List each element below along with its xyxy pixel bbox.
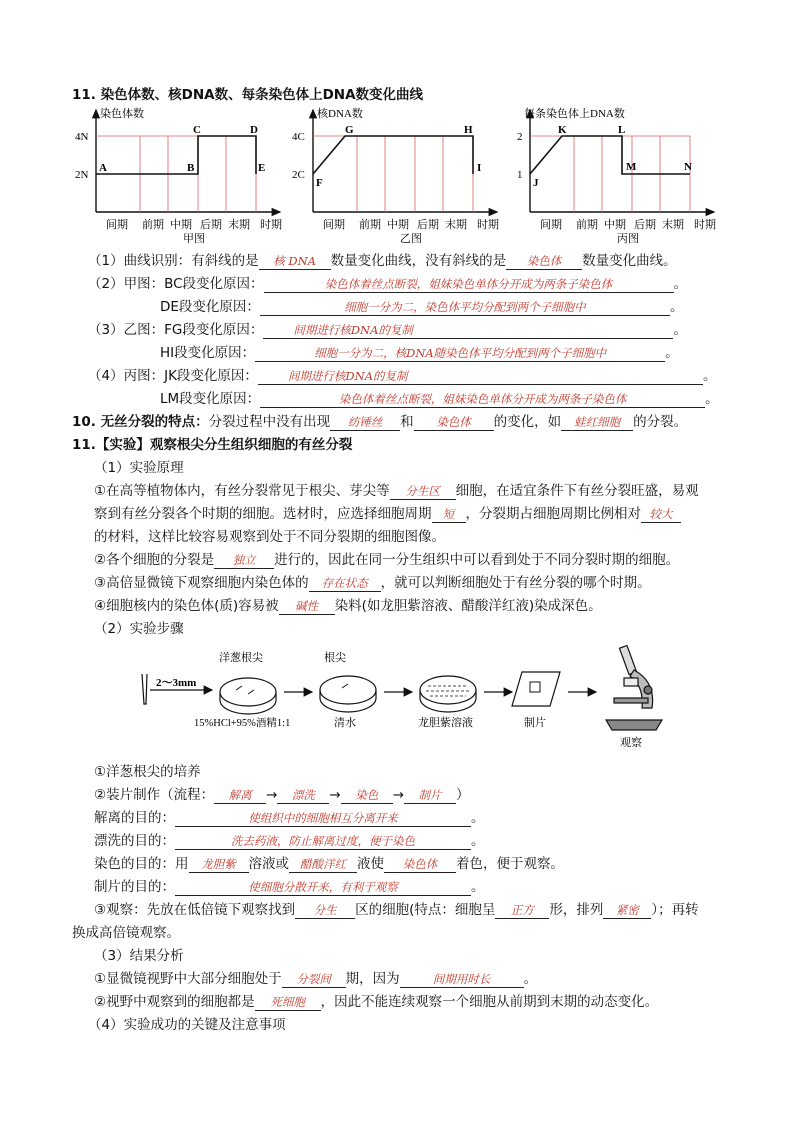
svg-text:观察: 观察 (620, 737, 642, 749)
p1-line6: ④细胞核内的染色体(质)容易被 碱性 染料(如龙胆紫溶液、醋酸洋红液)染成深色。 (94, 598, 602, 614)
q3-line2: HI段变化原因： 细胞一分为二，核DNA随染色体平均分配到两个子细胞中 。 (160, 345, 679, 361)
purpose-staining: 染色的目的：用 龙胆紫 溶液或 醋酸洋红 液使 染色体 着色，便于观察。 (94, 856, 564, 872)
svg-text:2N: 2N (75, 169, 89, 181)
svg-text:末期: 末期 (445, 219, 467, 231)
q2-line2: DE段变化原因： 细胞一分为二，染色体平均分配到两个子细胞中 。 (160, 299, 684, 315)
svg-text:后期: 后期 (417, 219, 439, 231)
observe-line1: ③观察：先放在低倍镜下观察找到 分生 区的细胞(特点：细胞呈 正方 形，排列 紧密 ）；再转 (94, 902, 699, 918)
svg-text:E: E (258, 162, 266, 174)
svg-text:2～3mm: 2～3mm (156, 677, 197, 689)
svg-text:N: N (684, 161, 692, 173)
svg-text:J: J (533, 177, 539, 189)
result-line2: ②视野中观察到的细胞都是 死细胞 ，因此不能连续观察一个细胞从前期到末期的动态变化。 (94, 994, 659, 1010)
purpose-mounting: 制片的目的： 使细胞分散开来，有利于观察 。 (94, 879, 485, 895)
svg-text:乙图: 乙图 (400, 233, 422, 244)
svg-text:间期: 间期 (540, 219, 562, 231)
svg-text:末期: 末期 (662, 219, 684, 231)
svg-text:I: I (477, 162, 482, 174)
svg-text:洋葱根尖: 洋葱根尖 (219, 652, 263, 664)
procedure-figure (136, 642, 696, 754)
svg-text:L: L (618, 124, 626, 136)
svg-text:丙图: 丙图 (617, 233, 639, 244)
p4-title: （4）实验成功的关键及注意事项 (88, 1017, 286, 1033)
svg-text:末期: 末期 (228, 219, 250, 231)
svg-text:1: 1 (517, 169, 523, 181)
svg-text:M: M (626, 161, 637, 173)
svg-text:4N: 4N (75, 131, 89, 143)
p1-line1: ①在高等植物体内，有丝分裂常见于根尖、芽尖等 分生区 细胞，在适宜条件下有丝分裂旺盛，易观 (94, 483, 699, 499)
section-10: 10. 无丝分裂的特点：分裂过程中没有出现 纺锤丝 和 染色体 的变化，如 蛙红细胞 的分裂。 (72, 414, 688, 430)
svg-text:时期: 时期 (694, 219, 716, 231)
x-tick-labels (106, 217, 716, 244)
result-line1: ①显微镜视野中大部分细胞处于 分裂间 期，因为 间期用时长 。 (94, 971, 538, 987)
svg-text:后期: 后期 (200, 219, 222, 231)
chart-jia (75, 106, 280, 212)
svg-text:甲图: 甲图 (183, 233, 205, 244)
svg-text:前期: 前期 (142, 219, 164, 231)
svg-text:间期: 间期 (106, 219, 128, 231)
p1-line2: 察到有丝分裂各个时期的细胞。选材时，应选择细胞周期 短 ，分裂期占细胞周期比例相对 较大 (94, 505, 681, 523)
observe-line2: 换成高倍镜观察。 (72, 925, 180, 941)
section-11-title: 11. 染色体数、核DNA数、每条染色体上DNA数变化曲线 (72, 87, 424, 103)
svg-text:2: 2 (517, 131, 523, 143)
chart-bing-ylabel: 每条染色体上DNA数 (524, 108, 625, 120)
purpose-dissociation: 解离的目的： 使组织中的细胞相互分离开来 。 (94, 810, 485, 826)
purpose-rinsing: 漂洗的目的： 洗去药液，防止解离过度，便于染色 。 (94, 833, 485, 849)
p2-title: （2）实验步骤 (94, 621, 184, 637)
q4-line2: LM段变化原因： 染色体着丝点断裂，姐妹染色单体分开成为两条子染色体 。 (160, 391, 719, 407)
step-culture: ①洋葱根尖的培养 (94, 764, 201, 780)
q4-line1: （4）丙图：JK段变化原因： 间期进行核DNA的复制 。 (88, 368, 717, 384)
svg-text:前期: 前期 (576, 219, 598, 231)
svg-text:制片: 制片 (524, 717, 546, 729)
p3-title: （3）结果分析 (94, 948, 184, 964)
svg-text:D: D (250, 124, 258, 136)
p1-title: （1）实验原理 (94, 460, 184, 476)
chart-yi-ylabel: 核DNA数 (317, 108, 363, 120)
svg-text:B: B (187, 162, 195, 174)
p1-line5: ③高倍显微镜下观察细胞内染色体的 存在状态 ，就可以判断细胞处于有丝分裂的哪个时期。 (94, 575, 651, 591)
p1-line4: ②各个细胞的分裂是 独立 进行的，因此在同一分生组织中可以看到处于不同分裂时期的细胞。 (94, 552, 680, 568)
q1-line: （1）曲线识别：有斜线的是 核 DNA 数量变化曲线，没有斜线的是 染色体 数量变化曲线。 (88, 253, 677, 269)
svg-text:15%HCl+95%酒精1:1: 15%HCl+95%酒精1:1 (194, 718, 291, 729)
svg-text:后期: 后期 (634, 219, 656, 231)
svg-text:前期: 前期 (359, 219, 381, 231)
svg-text:H: H (464, 124, 473, 136)
svg-text:中期: 中期 (170, 219, 192, 231)
chart-yi (292, 106, 497, 212)
svg-text:时期: 时期 (477, 219, 499, 231)
svg-text:根尖: 根尖 (324, 652, 346, 664)
svg-text:4C: 4C (292, 131, 305, 143)
svg-text:G: G (345, 124, 354, 136)
svg-text:间期: 间期 (323, 219, 345, 231)
svg-text:2C: 2C (292, 169, 305, 181)
svg-text:C: C (193, 124, 201, 136)
chart-bing (517, 106, 714, 212)
svg-text:龙胆紫溶液: 龙胆紫溶液 (418, 717, 473, 729)
section-11-experiment-title: 11.【实验】观察根尖分生组织细胞的有丝分裂 (72, 437, 353, 453)
chart-jia-ylabel: 染色体数 (100, 108, 144, 120)
svg-text:A: A (99, 162, 107, 174)
svg-text:时期: 时期 (260, 219, 282, 231)
q2-line1: （2）甲图：BC段变化原因： 染色体着丝点断裂，姐妹染色单体分开成为两条子染色体 。 (88, 276, 688, 292)
svg-text:清水: 清水 (334, 717, 356, 729)
svg-text:F: F (316, 177, 323, 189)
svg-text:K: K (558, 124, 567, 136)
step-slide-flow: ②装片制作（流程： 解离 → 漂洗 → 染色 → 制片 ） (94, 787, 470, 803)
p1-line3: 的材料，这样比较容易观察到处于不同分裂期的细胞图像。 (94, 529, 445, 545)
svg-text:中期: 中期 (387, 219, 409, 231)
chromosome-curves (70, 104, 750, 244)
svg-text:中期: 中期 (604, 219, 626, 231)
q3-line1: （3）乙图：FG段变化原因： 间期进行核DNA的复制 。 (88, 322, 687, 338)
